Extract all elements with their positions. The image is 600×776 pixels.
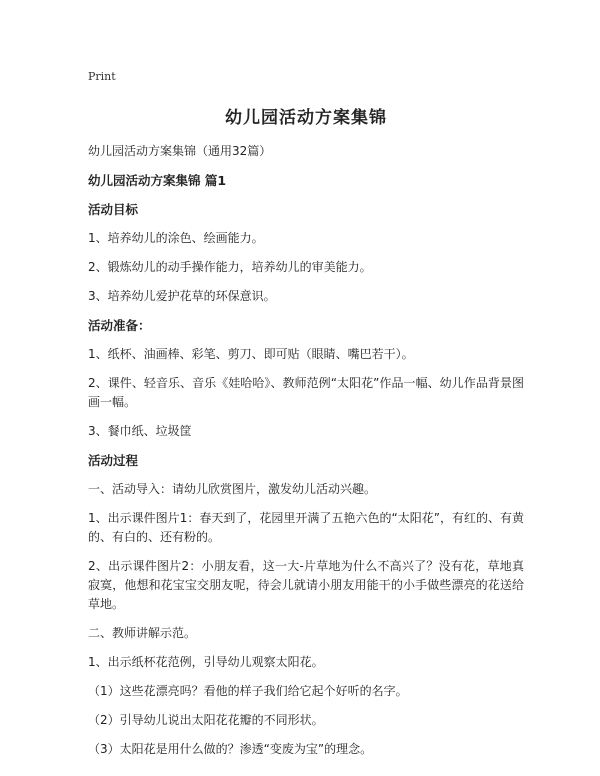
process-heading: 活动过程 [88, 453, 139, 468]
document-title: 幼儿园活动方案集锦 [225, 108, 387, 128]
process-item: 1、出示课件图片1：春天到了，花园里开满了五艳六色的“太阳花”，有红的、有黄的、有白的、还有粉的。 [88, 511, 524, 544]
section-title: 幼儿园活动方案集锦 篇1 [88, 173, 227, 188]
process-item: （1）这些花漂亮吗？看他的样子我们给它起个好听的名字。 [88, 684, 408, 698]
process-item: （2）引导幼儿说出太阳花花瓣的不同形状。 [88, 713, 324, 727]
goals-heading: 活动目标 [88, 202, 139, 217]
process-item: 2、出示课件图片2：小朋友看，这一大-片草地为什么不高兴了？没有花，草地真寂寞，他想和花宝宝交朋友呢，待会儿就请小朋友用能干的小手做些漂亮的花送给草地。 [88, 559, 524, 611]
document-page [88, 70, 524, 769]
process-item: 二、教师讲解示范。 [88, 626, 197, 640]
process-item: （3）太阳花是用什么做的？渗透“变废为宝”的理念。 [88, 742, 373, 756]
preparation-item: 3、餐巾纸、垃圾筐 [88, 424, 192, 438]
goal-item: 2、锻炼幼儿的动手操作能力，培养幼儿的审美能力。 [88, 260, 372, 274]
preparation-item: 2、课件、轻音乐、音乐《娃哈哈》、教师范例“太阳花”作品一幅、幼儿作品背景图画一幅。 [88, 376, 524, 409]
process-item: 一、活动导入：请幼儿欣赏图片，激发幼儿活动兴趣。 [88, 482, 377, 496]
goal-item: 3、培养幼儿爱护花草的环保意识。 [88, 289, 276, 303]
document-subtitle: 幼儿园活动方案集锦（通用32篇） [88, 144, 272, 158]
print-label[interactable]: Print [88, 70, 116, 83]
process-item: 1、出示纸杯花范例，引导幼儿观察太阳花。 [88, 655, 324, 669]
preparation-item: 1、纸杯、油画棒、彩笔、剪刀、即可贴（眼睛、嘴巴若干）。 [88, 347, 414, 361]
goal-item: 1、培养幼儿的涂色、绘画能力。 [88, 231, 264, 245]
preparation-heading: 活动准备： [88, 318, 151, 333]
